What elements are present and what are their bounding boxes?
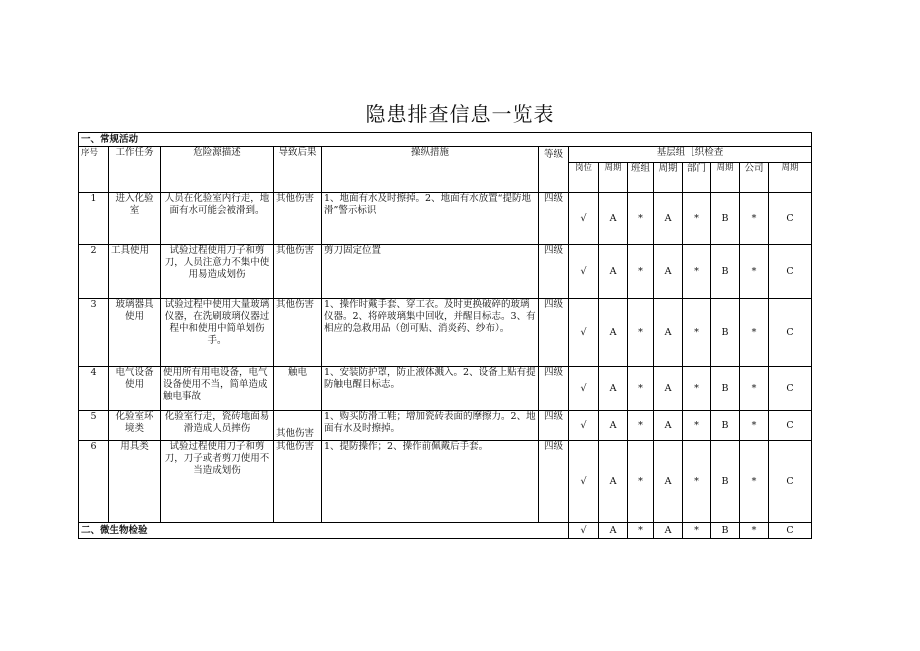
header-sub-period: 周期	[599, 163, 628, 193]
table-row	[79, 193, 812, 245]
row-check: *	[740, 245, 769, 299]
row-hazard: 试验过程使用刀子和剪刀，人员注意力不集中使用易造成划伤	[161, 245, 274, 299]
header-grade: 等级	[539, 147, 569, 193]
row-check: √	[569, 245, 599, 299]
row-check: B	[711, 441, 740, 523]
section-title-microbiology: 二、微生物检验	[79, 523, 569, 539]
row-check: A	[599, 367, 628, 411]
row-check: √	[569, 411, 599, 441]
row-result: 其他伤害	[274, 441, 322, 523]
row-check: *	[740, 299, 769, 367]
row-check: C	[769, 245, 812, 299]
row-check: *	[683, 299, 711, 367]
row-check: *	[628, 367, 654, 411]
row-task: 电气设备使用	[109, 367, 161, 411]
row-check: *	[740, 193, 769, 245]
header-check: 基层组［织检查	[569, 147, 812, 163]
row-check: C	[769, 193, 812, 245]
hazard-table	[78, 132, 812, 539]
section-row-routine	[79, 133, 812, 147]
table-row	[79, 245, 812, 299]
header-task: 工作任务	[109, 147, 161, 193]
row-check: B	[711, 299, 740, 367]
header-measure: 操纵措施	[322, 147, 539, 193]
row-check: *	[628, 193, 654, 245]
header-sub-post: 岗位	[569, 163, 599, 193]
row-hazard: 使用所有用电设备，电气设备使用不当，简单造成触电事故	[161, 367, 274, 411]
row-result: 其他伤害	[274, 411, 322, 441]
page-title: 隐患排查信息一览表	[365, 102, 555, 126]
row-hazard: 试验过程中使用大量玻璃仪器，在洗刷玻璃仪器过程中和使用中简单划伤手。	[161, 299, 274, 367]
row-check: A	[654, 411, 683, 441]
row-check: A	[654, 193, 683, 245]
header-sub-team: 班组	[628, 163, 654, 193]
row-check: *	[628, 411, 654, 441]
row-check: *	[628, 441, 654, 523]
table-row	[79, 299, 812, 367]
header-sub-period: 周期	[769, 163, 812, 193]
row-check: A	[599, 245, 628, 299]
row-check: *	[683, 193, 711, 245]
header-sub-dept: 部门	[683, 163, 711, 193]
header-result: 导致后果	[274, 147, 322, 193]
row-check: C	[769, 411, 812, 441]
row-check: A	[599, 193, 628, 245]
row-check: *	[683, 245, 711, 299]
section-row-microbiology	[79, 523, 812, 539]
row-check: *	[628, 245, 654, 299]
row-grade: 四级	[539, 299, 569, 367]
row-check: C	[769, 523, 812, 539]
row-check: A	[599, 411, 628, 441]
row-check: B	[711, 367, 740, 411]
row-result: 其他伤害	[274, 193, 322, 245]
row-result: 触电	[274, 367, 322, 411]
row-task: 化验室环境类	[109, 411, 161, 441]
table-row	[79, 441, 812, 523]
row-check: B	[711, 193, 740, 245]
row-check: A	[654, 299, 683, 367]
row-check: *	[683, 367, 711, 411]
row-check: A	[654, 367, 683, 411]
row-grade: 四级	[539, 245, 569, 299]
row-hazard: 化验室行走，瓷砖地面易滑造成人员摔伤	[161, 411, 274, 441]
row-check: *	[740, 367, 769, 411]
row-check: C	[769, 299, 812, 367]
row-no: 5	[79, 411, 109, 441]
row-check: *	[740, 441, 769, 523]
row-measure: 剪刀固定位置	[322, 245, 539, 299]
row-measure: 1、操作时戴手套、穿工衣。及时更换破碎的玻璃仪器。2、将碎玻璃集中回收，并醒目标志。3、有相应的急救用品（创可贴、消炎药、纱布）。	[322, 299, 539, 367]
row-task: 用具类	[109, 441, 161, 523]
row-grade: 四级	[539, 411, 569, 441]
row-measure: 1、安装防护罩，防止液体溅入。2、设备上贴有提防触电醒目标志。	[322, 367, 539, 411]
header-sub-company: 公司	[740, 163, 769, 193]
row-grade: 四级	[539, 193, 569, 245]
row-hazard: 试验过程使用刀子和剪刀，刀子或者剪刀使用不当造成划伤	[161, 441, 274, 523]
row-check: A	[654, 441, 683, 523]
row-check: C	[769, 367, 812, 411]
header-sub-period: 周期	[711, 163, 740, 193]
row-check: A	[599, 523, 628, 539]
row-check: *	[740, 411, 769, 441]
table-row	[79, 411, 812, 441]
row-check: *	[683, 411, 711, 441]
row-check: B	[711, 245, 740, 299]
header-row	[79, 147, 812, 163]
row-task: 玻璃器具使用	[109, 299, 161, 367]
row-measure: 1、提防操作；2、操作前佩戴后手套。	[322, 441, 539, 523]
row-check: √	[569, 367, 599, 411]
section-title-routine: 一、常规活动	[79, 133, 812, 147]
row-check: *	[683, 441, 711, 523]
row-check: √	[569, 441, 599, 523]
row-grade: 四级	[539, 367, 569, 411]
row-grade: 四级	[539, 441, 569, 523]
header-sub-period: 周期	[654, 163, 683, 193]
row-measure: 1、地面有水及时擦掉。2、地面有水放置“提防地滑”警示标识	[322, 193, 539, 245]
row-no: 6	[79, 441, 109, 523]
row-task: 进入化验室	[109, 193, 161, 245]
row-task: 工具使用	[109, 245, 161, 299]
row-check: B	[711, 411, 740, 441]
row-check: *	[628, 299, 654, 367]
row-check: A	[654, 523, 683, 539]
row-check: C	[769, 441, 812, 523]
row-result: 其他伤害	[274, 245, 322, 299]
row-no: 2	[79, 245, 109, 299]
row-check: B	[711, 523, 740, 539]
row-hazard: 人员在化验室内行走，地面有水可能会被滑到。	[161, 193, 274, 245]
row-check: *	[628, 523, 654, 539]
row-no: 1	[79, 193, 109, 245]
row-check: A	[599, 441, 628, 523]
row-measure: 1、购买防滑工鞋；增加瓷砖表面的摩擦力。2、地面有水及时擦掉。	[322, 411, 539, 441]
row-check: A	[654, 245, 683, 299]
row-no: 3	[79, 299, 109, 367]
table-row	[79, 367, 812, 411]
row-check: A	[599, 299, 628, 367]
row-no: 4	[79, 367, 109, 411]
header-seq: 序号	[79, 147, 109, 193]
row-check: *	[740, 523, 769, 539]
row-check: √	[569, 299, 599, 367]
header-hazard: 危险源描述	[161, 147, 274, 193]
row-result: 其他伤害	[274, 299, 322, 367]
row-check: √	[569, 523, 599, 539]
row-check: √	[569, 193, 599, 245]
row-check: *	[683, 523, 711, 539]
